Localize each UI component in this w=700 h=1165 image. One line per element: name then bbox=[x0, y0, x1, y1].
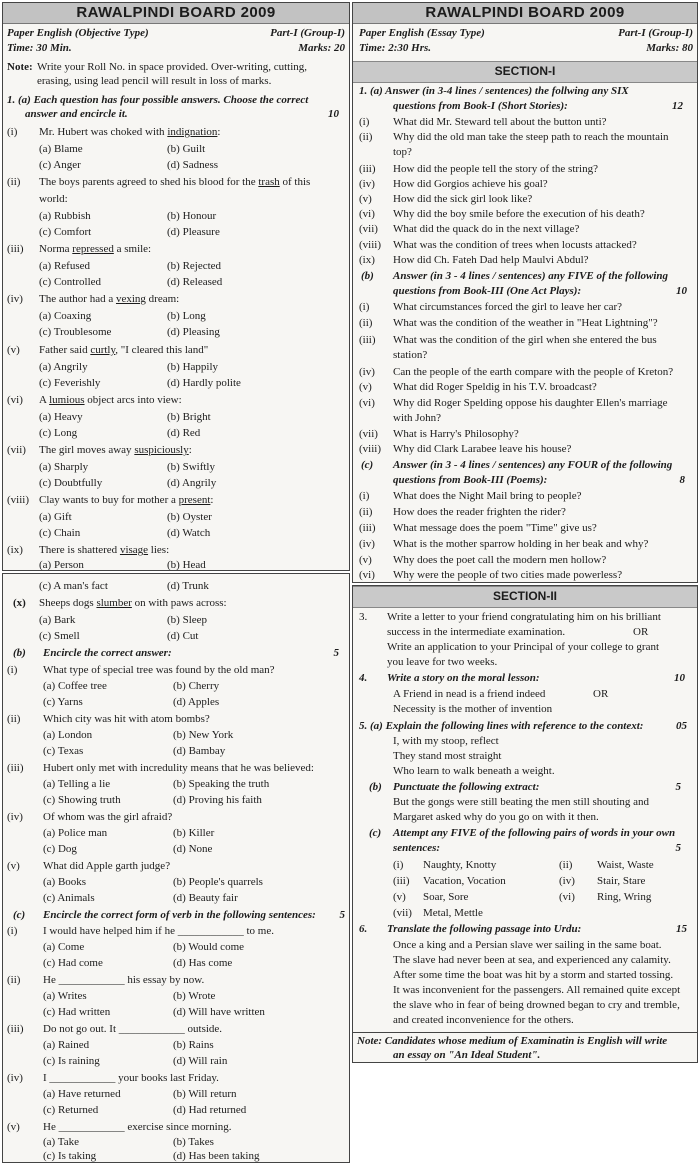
option: (d) Trunk bbox=[167, 580, 209, 592]
item-question: How did Ch. Fateh Dad help Maulvi Abdul? bbox=[393, 254, 589, 266]
option: (d) None bbox=[173, 843, 213, 855]
option: (c) Feverishly bbox=[39, 377, 101, 389]
option: (a) Heavy bbox=[39, 411, 83, 423]
item-number: (ii) bbox=[7, 176, 21, 188]
option: (a) Bark bbox=[39, 614, 76, 626]
option: (b) Oyster bbox=[167, 511, 212, 523]
item-question: What type of special tree was found by the old man? bbox=[43, 664, 275, 676]
option: (d) Has come bbox=[173, 957, 233, 969]
option: (b) Head bbox=[167, 559, 206, 571]
or-label: OR bbox=[593, 688, 609, 700]
option: (b) Wrote bbox=[173, 990, 216, 1002]
item-number: (ix) bbox=[359, 254, 375, 266]
item-question: Of whom was the girl afraid? bbox=[43, 811, 173, 823]
item-number: (vii) bbox=[359, 428, 378, 440]
option: (d) Will rain bbox=[173, 1055, 228, 1067]
q5b-label: (b) bbox=[369, 781, 382, 793]
item-number: (viii) bbox=[359, 239, 381, 251]
q3-number: 3. bbox=[359, 611, 368, 623]
passage-line: the slave who in fear of being drowned began to cry and tremble, bbox=[393, 999, 680, 1011]
item-number: (iv) bbox=[7, 1072, 23, 1084]
item-question: How did Gorgios achieve his goal? bbox=[393, 178, 548, 190]
item-question: What does the Night Mail bring to people? bbox=[393, 490, 582, 502]
item-question: There is shattered visage lies: bbox=[39, 544, 170, 556]
item-question: How did the sick girl look like? bbox=[393, 193, 533, 205]
option: (c) Long bbox=[39, 427, 78, 439]
option: (a) Refused bbox=[39, 260, 91, 272]
section-two-panel bbox=[352, 585, 698, 1033]
q1a-heading: questions from Book-I (Short Stories): bbox=[393, 100, 568, 112]
q5c-marks: 5 bbox=[675, 842, 681, 854]
item-number: (vi) bbox=[7, 394, 23, 406]
essay-paper-panel bbox=[352, 2, 698, 583]
item-question: He ____________ his essay by now. bbox=[43, 974, 205, 986]
item-number: (v) bbox=[7, 344, 20, 356]
item-question: Mr. Hubert was choked with indignation: bbox=[39, 126, 221, 138]
medium-note: an essay on "An Ideal Student". bbox=[393, 1049, 541, 1061]
item-number: (vii) bbox=[359, 223, 378, 235]
option: (a) Police man bbox=[43, 827, 108, 839]
paper-time: Time: 2:30 Hrs. bbox=[359, 42, 431, 54]
option: (a) Coaxing bbox=[39, 310, 92, 322]
q1b-label: (b) bbox=[361, 270, 374, 282]
section-title: SECTION-I bbox=[494, 64, 556, 78]
option: (b) Rains bbox=[173, 1039, 214, 1051]
item-question: What did Mr. Steward tell about the button unti? bbox=[393, 116, 607, 128]
item-number: (x) bbox=[13, 597, 26, 609]
option: (a) Coffee tree bbox=[43, 680, 107, 692]
board-title: RAWALPINDI BOARD 2009 bbox=[425, 4, 625, 21]
item-number: (i) bbox=[7, 664, 18, 676]
item-number: (vi) bbox=[359, 208, 375, 220]
option: (d) Watch bbox=[167, 527, 211, 539]
option: (a) Writes bbox=[43, 990, 87, 1002]
item-question: What was the condition of the girl when she entered the bus bbox=[393, 334, 657, 346]
option: (d) Hardly polite bbox=[167, 377, 241, 389]
item-number: (iv) bbox=[7, 293, 23, 305]
item-question: What was the condition of trees when locusts attacked? bbox=[393, 239, 637, 251]
pair-number: (v) bbox=[393, 891, 406, 903]
poem-line: I, with my stoop, reflect bbox=[393, 735, 499, 747]
item-question: What did the quack do in the next village? bbox=[393, 223, 580, 235]
q1b-heading: questions from Book-III (One Act Plays): bbox=[393, 285, 582, 297]
extract-line: But the gongs were still beating the men still shouting and bbox=[393, 796, 650, 808]
option: (c) Troublesome bbox=[39, 326, 112, 338]
option: (a) Have returned bbox=[43, 1088, 121, 1100]
item-question: What message does the poem "Time" give us? bbox=[393, 522, 597, 534]
option: (b) New York bbox=[173, 729, 234, 741]
q6-marks: 15 bbox=[676, 923, 687, 935]
option: (c) Anger bbox=[39, 159, 81, 171]
option: (a) Rained bbox=[43, 1039, 90, 1051]
extract-line: Margaret asked why do you go on with it then. bbox=[393, 811, 599, 823]
q4-option: A Friend in nead is a friend indeed bbox=[393, 688, 546, 700]
item-question: The girl moves away suspiciously: bbox=[39, 444, 192, 456]
item-number: (ii) bbox=[7, 713, 21, 725]
q5c-heading: sentences: bbox=[393, 842, 441, 854]
item-question: What circumstances forced the girl to leave her car? bbox=[393, 301, 623, 313]
item-number: (iii) bbox=[7, 1023, 24, 1035]
pair-words: Stair, Stare bbox=[597, 875, 646, 887]
option: (d) Pleasure bbox=[167, 226, 220, 238]
option: (a) Telling a lie bbox=[43, 778, 111, 790]
pair-words: Naughty, Knotty bbox=[423, 859, 497, 871]
board-title: RAWALPINDI BOARD 2009 bbox=[76, 4, 276, 21]
option: (d) Had returned bbox=[173, 1104, 247, 1116]
option: (a) Take bbox=[43, 1136, 79, 1148]
note-line: Write your Roll No. in space provided. Over-writing, cutting, bbox=[37, 61, 307, 73]
q3-alt-text: Write an application to your Principal of your college to grant bbox=[387, 641, 660, 653]
q4-number: 4. bbox=[359, 672, 368, 684]
q5b-marks: 5 bbox=[675, 781, 681, 793]
option: (c) Smell bbox=[39, 630, 80, 642]
option: (d) Beauty fair bbox=[173, 892, 238, 904]
option: (b) People's quarrels bbox=[173, 876, 263, 888]
passage-line: It was inconvenient for the passengers. All remained quite except bbox=[393, 984, 681, 996]
q5c-label: (c) bbox=[369, 827, 382, 839]
item-question: Which city was hit with atom bombs? bbox=[43, 713, 210, 725]
option: (c) A man's fact bbox=[39, 580, 108, 592]
poem-line: They stand most straight bbox=[393, 750, 502, 762]
option: (d) Sadness bbox=[167, 159, 219, 171]
option: (c) Animals bbox=[43, 892, 95, 904]
option: (c) Had come bbox=[43, 957, 103, 969]
item-question: What did Roger Speldig in his T.V. broadcast? bbox=[393, 381, 597, 393]
item-question: Clay wants to buy for mother a present: bbox=[39, 494, 214, 506]
paper-marks: Marks: 80 bbox=[646, 42, 693, 54]
item-number: (ii) bbox=[7, 974, 21, 986]
passage-line: After some time the boat was hit by a storm and started tossing. bbox=[393, 969, 674, 981]
objective-continued-panel bbox=[2, 573, 350, 1163]
item-question: He ____________ exercise since morning. bbox=[43, 1121, 232, 1133]
option: (b) Honour bbox=[167, 210, 217, 222]
item-question: Why does the poet call the modern men hollow? bbox=[393, 554, 607, 566]
pair-words: Ring, Wring bbox=[597, 891, 652, 903]
note-line: erasing, using lead pencil will result in loss of marks. bbox=[37, 75, 272, 87]
item-number: (viii) bbox=[7, 494, 29, 506]
option: (a) Rubbish bbox=[39, 210, 91, 222]
item-number: (viii) bbox=[359, 443, 381, 455]
option: (d) Apples bbox=[173, 696, 220, 708]
option: (a) Come bbox=[43, 941, 85, 953]
option: (a) Books bbox=[43, 876, 87, 888]
option: (a) Blame bbox=[39, 143, 83, 155]
paper-type: Paper English (Objective Type) bbox=[7, 27, 149, 39]
passage-line: Once a king and a Persian slave wer sailing in the same boat. bbox=[393, 939, 662, 951]
item-number: (i) bbox=[359, 490, 370, 502]
qb-label: (b) bbox=[13, 647, 26, 659]
option: (a) London bbox=[43, 729, 93, 741]
q1b-marks: 10 bbox=[676, 285, 687, 297]
passage-line: and created inconvenience for the others. bbox=[393, 1014, 574, 1026]
item-number: (v) bbox=[7, 1121, 20, 1133]
q6-number: 6. bbox=[359, 923, 368, 935]
medium-note: Note: Candidates whose medium of Examinatin is English will write bbox=[357, 1035, 668, 1047]
pair-number: (iv) bbox=[559, 875, 575, 887]
q1c-heading: questions from Book-III (Poems): bbox=[393, 474, 548, 486]
option: (c) Had written bbox=[43, 1006, 111, 1018]
option: (c) Chain bbox=[39, 527, 81, 539]
item-question: I would have helped him if he ____________ to me. bbox=[43, 925, 274, 937]
option: (d) Cut bbox=[167, 630, 199, 642]
item-question: Father said curtly, "I cleared this land" bbox=[39, 344, 209, 356]
poem-line: Who learn to walk beneath a weight. bbox=[393, 765, 555, 777]
item-number: (vii) bbox=[7, 444, 26, 456]
option: (a) Angrily bbox=[39, 361, 88, 373]
option: (b) Guilt bbox=[167, 143, 206, 155]
item-question-cont: top? bbox=[393, 146, 412, 158]
item-question: Why did Clark Larabee leave his house? bbox=[393, 443, 572, 455]
item-number: (iii) bbox=[7, 762, 24, 774]
or-label: OR bbox=[633, 626, 649, 638]
q1c-heading: Answer (in 3 - 4 lines / sentences) any FOUR of the following bbox=[393, 459, 673, 471]
qb-marks: 5 bbox=[333, 647, 339, 659]
option: (d) Has been taking bbox=[173, 1150, 260, 1162]
qc-heading: Encircle the correct form of verb in the following sentences: bbox=[43, 909, 316, 921]
q5b-heading: Punctuate the following extract: bbox=[393, 781, 540, 793]
option: (d) Released bbox=[167, 276, 223, 288]
q5c-heading: Attempt any FIVE of the following pairs of words in your own bbox=[393, 827, 676, 839]
pair-words: Waist, Waste bbox=[597, 859, 654, 871]
item-question: Why did Roger Spelding oppose his daughter Ellen's marriage bbox=[393, 397, 668, 409]
option: (b) Would come bbox=[173, 941, 245, 953]
option: (d) Bambay bbox=[173, 745, 226, 757]
option: (b) Long bbox=[167, 310, 206, 322]
option: (c) Comfort bbox=[39, 226, 92, 238]
item-question: What is the mother sparrow holding in her beak and why? bbox=[393, 538, 649, 550]
option: (c) Controlled bbox=[39, 276, 102, 288]
item-question-cont: world: bbox=[39, 193, 68, 205]
passage-line: The slave had never been at sea, and experienced any calamity. bbox=[393, 954, 671, 966]
item-question: What is Harry's Philosophy? bbox=[393, 428, 519, 440]
q1a-heading: 1. (a) Each question has four possible answers. Choose the correct bbox=[7, 94, 309, 106]
item-question: A lumious object arcs into view: bbox=[39, 394, 182, 406]
item-number: (ix) bbox=[7, 544, 23, 556]
option: (b) Takes bbox=[173, 1136, 214, 1148]
item-question: Why did the old man take the steep path to reach the mountain bbox=[393, 131, 669, 143]
pair-words: Vacation, Vocation bbox=[423, 875, 506, 887]
option: (d) Will have written bbox=[173, 1006, 265, 1018]
q4-option: Necessity is the mother of invention bbox=[393, 703, 553, 715]
item-question: The boys parents agreed to shed his blood for the trash of this bbox=[39, 176, 311, 188]
item-number: (vi) bbox=[359, 569, 375, 581]
q5a-marks: 05 bbox=[676, 720, 687, 732]
option: (b) Bright bbox=[167, 411, 211, 423]
item-question-cont: with John? bbox=[393, 412, 441, 424]
item-question: Do not go out. It ____________ outside. bbox=[43, 1023, 223, 1035]
item-question: Why were the people of two cities made powerless? bbox=[393, 569, 623, 581]
q4-marks: 10 bbox=[674, 672, 685, 684]
item-question: What did Apple garth judge? bbox=[43, 860, 171, 872]
objective-paper-panel bbox=[2, 2, 350, 571]
item-number: (v) bbox=[359, 381, 372, 393]
q1a-heading: 1. (a) Answer (in 3-4 lines / sentences) the follwing any SIX bbox=[359, 85, 629, 97]
pair-number: (ii) bbox=[559, 859, 573, 871]
item-number: (iii) bbox=[7, 243, 24, 255]
option: (b) Swiftly bbox=[167, 461, 215, 473]
paper-part: Part-I (Group-I) bbox=[618, 27, 693, 39]
option: (c) Doubtfully bbox=[39, 477, 103, 489]
option: (c) Dog bbox=[43, 843, 77, 855]
q4-heading: Write a story on the moral lesson: bbox=[387, 672, 540, 684]
item-question: Hubert only met with incredulity means that he was believed: bbox=[43, 762, 314, 774]
item-number: (iv) bbox=[359, 538, 375, 550]
q1b-heading: Answer (in 3 - 4 lines / sentences) any FIVE of the following bbox=[393, 270, 669, 282]
option: (d) Pleasing bbox=[167, 326, 220, 338]
option: (b) Sleep bbox=[167, 614, 208, 626]
option: (b) Speaking the truth bbox=[173, 778, 270, 790]
qc-label: (c) bbox=[13, 909, 26, 921]
item-question: Sheeps dogs slumber on with paws across: bbox=[39, 597, 227, 609]
option: (a) Sharply bbox=[39, 461, 89, 473]
pair-words: Metal, Mettle bbox=[423, 907, 483, 919]
option: (b) Cherry bbox=[173, 680, 220, 692]
option: (c) Showing truth bbox=[43, 794, 121, 806]
note-label: Note: bbox=[7, 61, 33, 73]
item-number: (ii) bbox=[359, 317, 373, 329]
pair-number: (vii) bbox=[393, 907, 412, 919]
item-number: (iv) bbox=[7, 811, 23, 823]
q1a-marks: 10 bbox=[328, 108, 339, 120]
option: (c) Yarns bbox=[43, 696, 83, 708]
option: (d) Red bbox=[167, 427, 201, 439]
q3-text: success in the intermediate examination. bbox=[387, 626, 566, 638]
medium-note-box bbox=[352, 1033, 698, 1063]
paper-type: Paper English (Essay Type) bbox=[359, 27, 485, 39]
item-question-cont: station? bbox=[393, 349, 428, 361]
item-number: (i) bbox=[7, 925, 18, 937]
item-question: Norma repressed a smile: bbox=[39, 243, 152, 255]
item-number: (iii) bbox=[359, 522, 376, 534]
option: (b) Happily bbox=[167, 361, 219, 373]
item-number: (v) bbox=[359, 193, 372, 205]
item-number: (ii) bbox=[359, 131, 373, 143]
item-number: (v) bbox=[359, 554, 372, 566]
item-question: Can the people of the earth compare with the people of Kreton? bbox=[393, 366, 674, 378]
item-question: The author had a vexing dream: bbox=[39, 293, 180, 305]
item-number: (i) bbox=[359, 116, 370, 128]
q1a-heading: answer and encircle it. bbox=[25, 108, 128, 120]
qb-heading: Encircle the correct answer: bbox=[43, 647, 172, 659]
pair-number: (i) bbox=[393, 859, 404, 871]
q5a-heading: 5. (a) Explain the following lines with reference to the context: bbox=[359, 720, 644, 732]
item-question: Why did the boy smile before the execution of his death? bbox=[393, 208, 645, 220]
q1c-label: (c) bbox=[361, 459, 374, 471]
item-number: (vi) bbox=[359, 397, 375, 409]
item-number: (iv) bbox=[359, 178, 375, 190]
item-number: (i) bbox=[359, 301, 370, 313]
option: (b) Rejected bbox=[167, 260, 222, 272]
pair-words: Soar, Sore bbox=[423, 891, 469, 903]
option: (c) Texas bbox=[43, 745, 84, 757]
item-number: (ii) bbox=[359, 506, 373, 518]
option: (d) Proving his faith bbox=[173, 794, 262, 806]
option: (c) Returned bbox=[43, 1104, 99, 1116]
item-question: What was the condition of the weather in "Heat Lightning"? bbox=[393, 317, 658, 329]
item-number: (i) bbox=[7, 126, 18, 138]
pair-number: (vi) bbox=[559, 891, 575, 903]
item-question: How does the reader frighten the rider? bbox=[393, 506, 566, 518]
paper-part: Part-I (Group-I) bbox=[270, 27, 345, 39]
item-question: I ____________ your books last Friday. bbox=[43, 1072, 219, 1084]
option: (d) Angrily bbox=[167, 477, 217, 489]
item-number: (iv) bbox=[359, 366, 375, 378]
item-question: How did the people tell the story of the string? bbox=[393, 163, 598, 175]
paper-time: Time: 30 Min. bbox=[7, 42, 72, 54]
option: (b) Will return bbox=[173, 1088, 237, 1100]
qc-marks: 5 bbox=[339, 909, 345, 921]
option: (c) Is raining bbox=[43, 1055, 100, 1067]
option: (c) Is taking bbox=[43, 1150, 97, 1162]
option: (a) Gift bbox=[39, 511, 72, 523]
q1c-marks: 8 bbox=[679, 474, 685, 486]
item-number: (v) bbox=[7, 860, 20, 872]
paper-marks: Marks: 20 bbox=[298, 42, 345, 54]
q3-text: Write a letter to your friend congratulating him on his brilliant bbox=[387, 611, 661, 623]
pair-number: (iii) bbox=[393, 875, 410, 887]
q6-heading: Translate the following passage into Urdu: bbox=[387, 923, 582, 935]
item-number: (iii) bbox=[359, 163, 376, 175]
option: (a) Person bbox=[39, 559, 84, 571]
item-number: (iii) bbox=[359, 334, 376, 346]
q1a-marks: 12 bbox=[672, 100, 683, 112]
section-title: SECTION-II bbox=[492, 589, 557, 603]
q3-alt-text: you leave for two weeks. bbox=[387, 656, 498, 668]
option: (b) Killer bbox=[173, 827, 215, 839]
